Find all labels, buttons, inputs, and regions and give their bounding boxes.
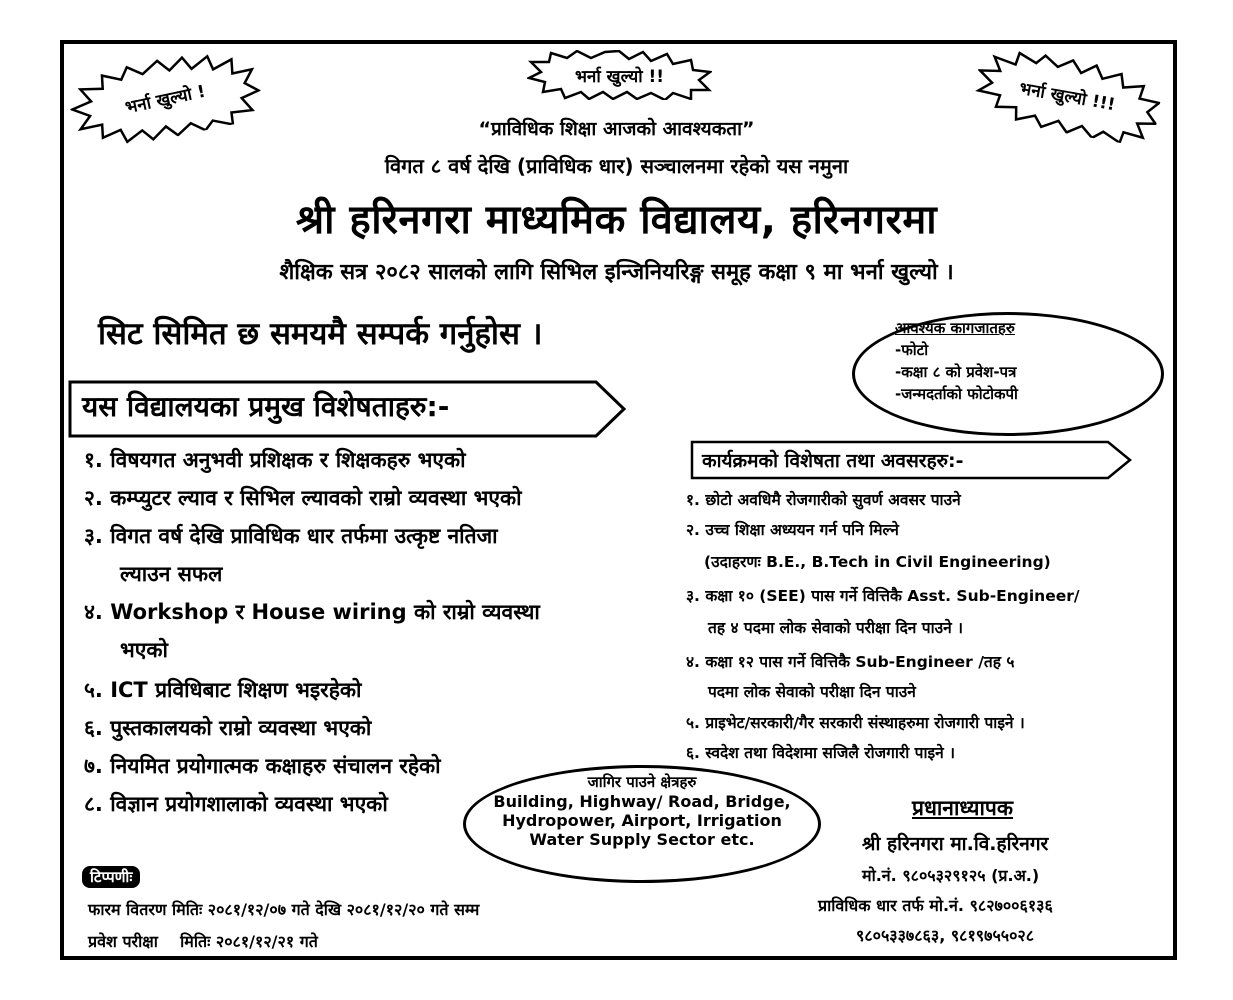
feature-item: २. कम्प्युटर ल्याव र सिभिल ल्यावको राम्रो व्यवस्था भएको xyxy=(84,486,522,510)
documents-item: -जन्मदर्ताको फोटोकपी xyxy=(895,385,1018,403)
program-item: पदमा लोक सेवाको परीक्षा दिन पाउने xyxy=(708,683,916,701)
program-title: कार्यक्रमको विशेषता तथा अवसरहरु:- xyxy=(702,450,964,472)
program-item: तह ४ पदमा लोक सेवाको परीक्षा दिन पाउने । xyxy=(708,619,963,637)
seat-notice: सिट सिमित छ समयमै सम्पर्क गर्नुहोस । xyxy=(98,316,543,352)
documents-title: आवश्यक कागजातहरु xyxy=(895,319,1015,337)
entrance-exam-date: प्रवेश परीक्षा मितिः २०८१/१२/२१ गते xyxy=(88,932,318,951)
badge-center xyxy=(527,50,712,100)
feature-item: ३. विगत वर्ष देखि प्राविधिक धार तर्फमा उत्कृष्ट नतिजा xyxy=(84,524,498,548)
jobs-box xyxy=(463,772,821,849)
documents-item: -कक्षा ८ को प्रवेश-पत्र xyxy=(895,363,1017,381)
feature-item: १. विषयगत अनुभवी प्रशिक्षक र शिक्षकहरु भएको xyxy=(84,448,466,472)
intro-line: विगत ८ वर्ष देखि (प्राविधिक धार) सञ्चालनमा रहेको यस नमुना xyxy=(384,154,849,178)
program-item: १. छोटो अवधिमै रोजगारीको सुवर्ण अवसर पाउने xyxy=(686,491,961,509)
principal-school: श्री हरिनगरा मा.वि.हरिनगर xyxy=(862,833,1049,855)
jobs-line: Building, Highway/ Road, Bridge, xyxy=(493,792,791,811)
feature-item: ल्याउन सफल xyxy=(120,562,223,586)
feature-item: ८. विज्ञान प्रयोगशालाको व्यवस्था भएको xyxy=(84,792,388,816)
badge-left-text: भर्ना खुल्यो ! xyxy=(123,81,208,118)
form-distribution-date: फारम वितरण मितिः २०८१/१२/०७ गते देखि २०८१/१२/२० गते सम्म xyxy=(88,900,480,919)
admission-line: शैक्षिक सत्र २०८२ सालको लागि सिभिल इन्जिनियरिङ्ग समूह कक्षा ९ मा भर्ना खुल्यो । xyxy=(279,260,954,285)
jobs-title: जागिर पाउने क्षेत्रहरु xyxy=(587,773,697,791)
school-name: श्री हरिनगरा माध्यमिक विद्यालय, हरिनगरमा xyxy=(295,197,938,243)
badge-right-text: भर्ना खुल्यो !!! xyxy=(1017,78,1117,116)
documents-box xyxy=(895,318,1018,404)
program-item: ४. कक्षा १२ पास गर्ने वित्तिकै Sub-Engineer /तह ५ xyxy=(686,653,1015,671)
note-label: टिप्पणीः xyxy=(82,866,140,888)
feature-item: भएको xyxy=(120,638,168,662)
documents-item: -फोटो xyxy=(895,341,929,359)
program-item: (उदाहरणः B.E., B.Tech in Civil Engineering) xyxy=(704,553,1051,571)
jobs-line: Water Supply Sector etc. xyxy=(529,830,755,849)
program-item: ३. कक्षा १० (SEE) पास गर्ने वित्तिकै Asst. Sub-Engineer/ xyxy=(686,587,1080,605)
features-title: यस विद्यालयका प्रमुख विशेषताहरु:- xyxy=(82,390,450,423)
feature-item: ७. नियमित प्रयोगात्मक कक्षाहरु संचालन रहेको xyxy=(84,754,441,778)
slogan: “प्राविधिक शिक्षा आजको आवश्यकता” xyxy=(478,118,755,140)
jobs-line: Hydropower, Airport, Irrigation xyxy=(502,811,782,830)
technical-phone: प्राविधिक धार तर्फ मो.नं. ९८२७००६१३६ xyxy=(818,896,1053,915)
program-item: ५. प्राइभेट/सरकारी/गैर सरकारी संस्थाहरुमा रोजगारी पाइने । xyxy=(686,714,1025,732)
principal-title: प्रधानाध्यापक xyxy=(912,796,1013,820)
program-item: ६. स्वदेश तथा विदेशमा सजिलै रोजगारी पाइने । xyxy=(686,744,955,762)
program-item: २. उच्च शिक्षा अध्ययन गर्न पनि मिल्ने xyxy=(686,521,899,539)
feature-item: ४. Workshop र House wiring को राम्रो व्यवस्था xyxy=(84,600,540,624)
principal-phone: मो.नं. ९८०५३२९१२५ (प्र.अ.) xyxy=(862,866,1040,885)
feature-item: ६. पुस्तकालयको राम्रो व्यवस्था भएको xyxy=(84,716,372,740)
extra-phones: ९८०५३३७८६३, ९८१९७५५०२८ xyxy=(856,926,1035,945)
feature-item: ५. ICT प्रविधिबाट शिक्षण भइरहेको xyxy=(84,678,362,702)
badge-center-text: भर्ना खुल्यो !! xyxy=(574,66,665,87)
